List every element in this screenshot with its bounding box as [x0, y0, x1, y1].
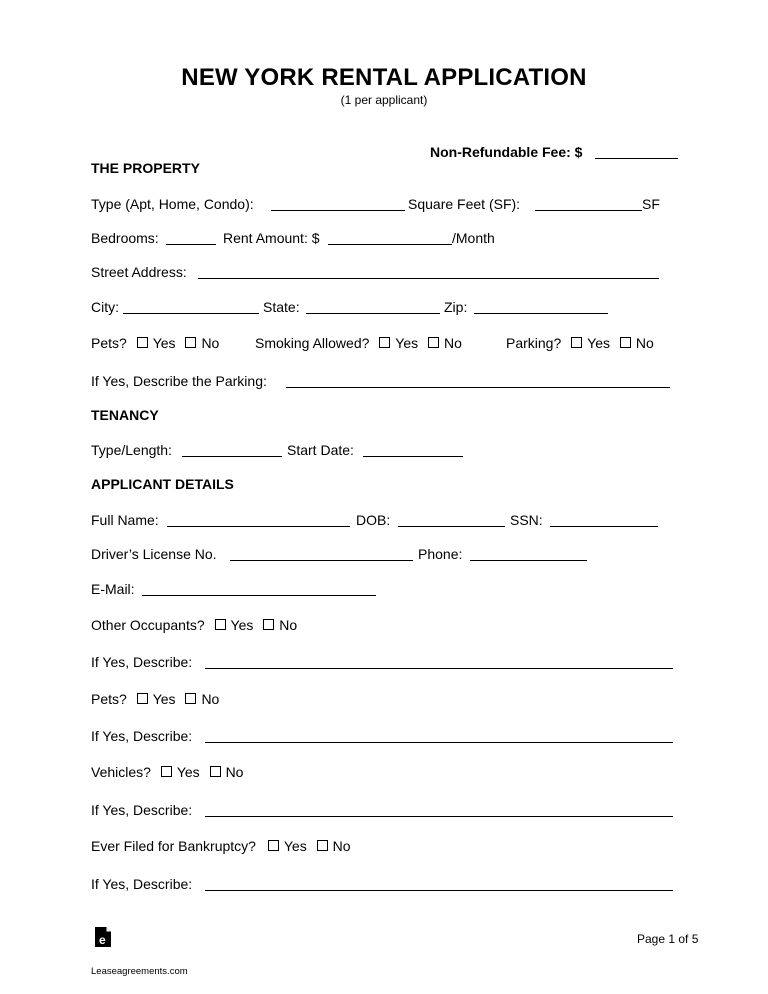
email-field[interactable] — [142, 595, 376, 596]
occupants-describe-label: If Yes, Describe: — [91, 654, 193, 670]
parking-yes-checkbox[interactable] — [571, 337, 582, 348]
bankruptcy-yes-label: Yes — [283, 838, 307, 854]
bankruptcy-describe-label: If Yes, Describe: — [91, 876, 193, 892]
occupants-yes-label: Yes — [230, 617, 254, 633]
applicant-pets-yes-checkbox[interactable] — [137, 693, 148, 704]
page-number: Page 1 of 5 — [637, 932, 699, 946]
document-subtitle: (1 per applicant) — [340, 93, 428, 107]
bedrooms-label: Bedrooms: — [91, 230, 159, 246]
state-label: State: — [263, 299, 300, 315]
smoking-no-label: No — [444, 335, 462, 351]
pets-describe-label: If Yes, Describe: — [91, 728, 193, 744]
logo-letter: e — [99, 933, 106, 947]
bankruptcy-no-label: No — [332, 838, 351, 854]
email-label: E-Mail: — [91, 581, 135, 597]
sqft-label: Square Feet (SF): — [408, 196, 521, 212]
occupants-group — [91, 617, 297, 633]
parking-yes-label: Yes — [587, 335, 610, 351]
parking-group — [506, 335, 654, 351]
parking-label: Parking? — [506, 335, 562, 351]
dob-field[interactable] — [398, 526, 505, 527]
vehicles-group — [91, 764, 243, 780]
smoking-label: Smoking Allowed? — [255, 335, 370, 351]
bankruptcy-group — [91, 838, 351, 854]
phone-label: Phone: — [418, 546, 463, 562]
document-title: NEW YORK RENTAL APPLICATION — [181, 64, 587, 91]
vehicles-label: Vehicles? — [91, 764, 151, 780]
ssn-label: SSN: — [510, 512, 543, 528]
ssn-field[interactable] — [550, 526, 658, 527]
smoking-yes-label: Yes — [395, 335, 419, 351]
applicant-pets-group — [91, 691, 219, 707]
site-name[interactable]: Leaseagreements.com — [91, 966, 188, 977]
license-field[interactable] — [230, 560, 413, 561]
street-field[interactable] — [198, 278, 659, 279]
section-property: THE PROPERTY — [91, 160, 200, 176]
vehicles-describe-field[interactable] — [205, 816, 673, 817]
property-pets-yes-label: Yes — [152, 335, 176, 351]
bankruptcy-describe-field[interactable] — [205, 890, 673, 891]
smoking-yes-checkbox[interactable] — [379, 337, 390, 348]
city-field[interactable] — [123, 313, 259, 314]
rent-field[interactable] — [328, 244, 452, 245]
zip-label: Zip: — [444, 299, 468, 315]
type-label: Type (Apt, Home, Condo): — [91, 196, 254, 212]
full-name-label: Full Name: — [91, 512, 159, 528]
lease-agreements-logo-icon — [94, 926, 112, 948]
property-pets-no-checkbox[interactable] — [185, 337, 196, 348]
type-length-label: Type/Length: — [91, 442, 172, 458]
smoking-no-checkbox[interactable] — [428, 337, 439, 348]
state-field[interactable] — [306, 313, 440, 314]
bedrooms-field[interactable] — [166, 244, 216, 245]
section-tenancy: TENANCY — [91, 407, 159, 423]
parking-no-checkbox[interactable] — [620, 337, 631, 348]
vehicles-yes-checkbox[interactable] — [161, 766, 172, 777]
street-label: Street Address: — [91, 264, 187, 280]
month-suffix: /Month — [452, 230, 495, 246]
occupants-label: Other Occupants? — [91, 617, 205, 633]
dob-label: DOB: — [356, 512, 391, 528]
rent-label: Rent Amount: $ — [223, 230, 320, 246]
property-pets-yes-checkbox[interactable] — [137, 337, 148, 348]
occupants-no-label: No — [279, 617, 298, 633]
occupants-yes-checkbox[interactable] — [215, 619, 226, 630]
property-pets-group — [91, 335, 219, 351]
type-field[interactable] — [271, 210, 405, 211]
bankruptcy-label: Ever Filed for Bankruptcy? — [91, 838, 256, 854]
vehicles-describe-label: If Yes, Describe: — [91, 802, 193, 818]
applicant-pets-label: Pets? — [91, 691, 127, 707]
parking-describe-field[interactable] — [286, 387, 670, 388]
pets-describe-field[interactable] — [205, 742, 673, 743]
sqft-field[interactable] — [535, 210, 642, 211]
fee-label: Non-Refundable Fee: $ — [430, 144, 583, 160]
sf-suffix: SF — [642, 196, 660, 212]
phone-field[interactable] — [470, 560, 587, 561]
zip-field[interactable] — [474, 313, 608, 314]
parking-no-label: No — [635, 335, 654, 351]
property-pets-label: Pets? — [91, 335, 127, 351]
section-applicant: APPLICANT DETAILS — [91, 476, 234, 492]
occupants-describe-field[interactable] — [205, 668, 673, 669]
occupants-no-checkbox[interactable] — [263, 619, 274, 630]
fee-field[interactable] — [595, 158, 678, 159]
vehicles-no-label: No — [225, 764, 244, 780]
parking-describe-label: If Yes, Describe the Parking: — [91, 373, 267, 389]
city-label: City: — [91, 299, 119, 315]
license-label: Driver’s License No. — [91, 546, 217, 562]
type-length-field[interactable] — [182, 456, 282, 457]
vehicles-yes-label: Yes — [176, 764, 200, 780]
bankruptcy-yes-checkbox[interactable] — [268, 840, 279, 851]
applicant-pets-no-checkbox[interactable] — [185, 693, 196, 704]
smoking-group — [255, 335, 462, 351]
property-pets-no-label: No — [201, 335, 220, 351]
vehicles-no-checkbox[interactable] — [210, 766, 221, 777]
start-date-field[interactable] — [363, 456, 463, 457]
bankruptcy-no-checkbox[interactable] — [317, 840, 328, 851]
full-name-field[interactable] — [167, 526, 350, 527]
applicant-pets-no-label: No — [201, 691, 220, 707]
start-date-label: Start Date: — [287, 442, 354, 458]
applicant-pets-yes-label: Yes — [152, 691, 176, 707]
